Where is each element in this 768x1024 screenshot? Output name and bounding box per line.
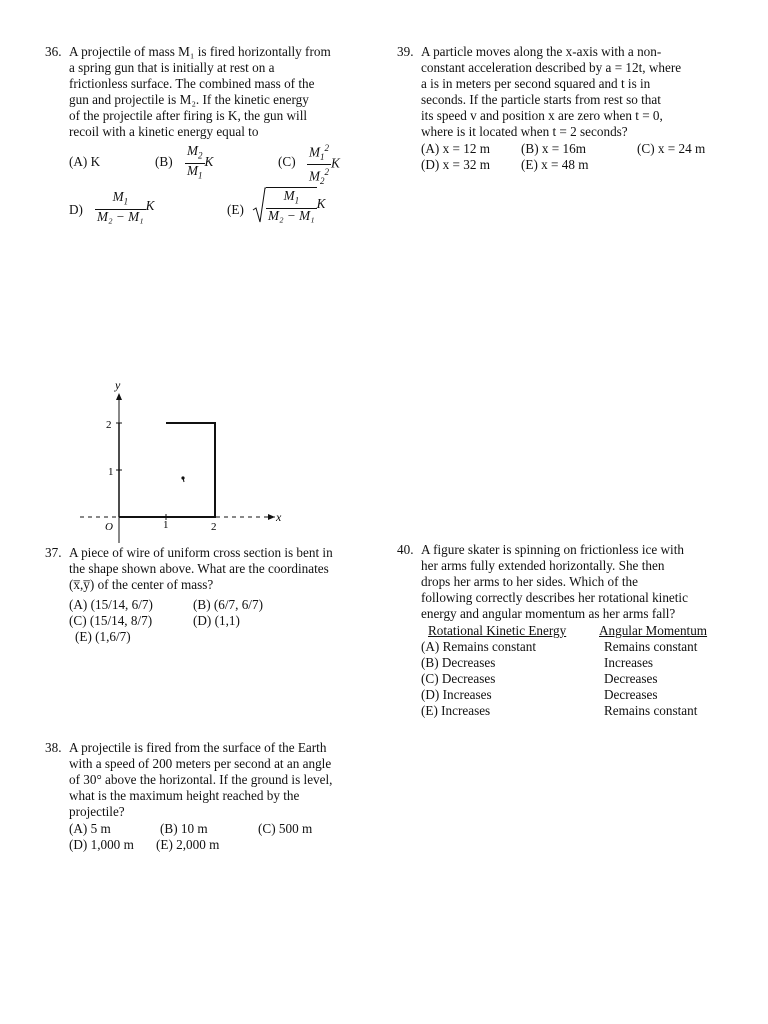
question-number: 39. bbox=[397, 44, 414, 59]
question-37 bbox=[45, 545, 385, 655]
choice-e-sqrt-fraction: $\frac{M_1}{\text{M₂ − M₁}}$ K bbox=[252, 186, 325, 224]
question-text-line: a is in meters per second squared and t is in bbox=[421, 76, 651, 91]
tick-label-y2: 2 bbox=[106, 419, 112, 431]
question-text-line: of the projectile after firing is K, the gun will bbox=[69, 108, 308, 123]
choice-b-label: (B) bbox=[155, 154, 173, 169]
table-row-d-right: Decreases bbox=[604, 687, 658, 702]
tick-label-x2: 2 bbox=[211, 521, 217, 533]
choice-d-label: D) bbox=[69, 202, 83, 217]
question-number: 40. bbox=[397, 542, 414, 557]
y-axis-label: y bbox=[115, 378, 121, 392]
question-number: 37. bbox=[45, 545, 62, 560]
choice-c-fraction: $\frac{M_1^2}{M_2^2}$ K bbox=[309, 143, 340, 187]
wire-shape-figure bbox=[70, 378, 300, 548]
table-row-a-left: (A) Remains constant bbox=[421, 639, 536, 654]
question-text-line: frictionless surface. The combined mass of the bbox=[69, 76, 315, 91]
sqrt-icon bbox=[252, 186, 266, 224]
question-text-line: recoil with a kinetic energy equal to bbox=[69, 124, 259, 139]
x-axis-arrow-icon bbox=[268, 514, 275, 520]
table-row-c-left: (C) Decreases bbox=[421, 671, 496, 686]
question-number: 38. bbox=[45, 740, 62, 755]
question-text-line: with a speed of 200 meters per second at an angle bbox=[69, 756, 332, 771]
column-header-angular-momentum: Angular Momentum bbox=[599, 623, 708, 638]
question-38 bbox=[45, 740, 385, 860]
choice-b: (B) (6/7, 6/7) bbox=[193, 597, 263, 612]
table-row-b-right: Increases bbox=[604, 655, 654, 670]
table-row-c-right: Decreases bbox=[604, 671, 658, 686]
choice-c: (C) (15/14, 8/7) bbox=[69, 613, 153, 628]
question-text-line: constant acceleration described by a = 12t, where bbox=[421, 60, 682, 75]
question-text-line: A piece of wire of uniform cross section is bent in bbox=[69, 545, 333, 560]
choice-c: (C) x = 24 m bbox=[637, 141, 706, 156]
origin-label: O bbox=[105, 521, 113, 533]
question-text-line: its speed v and position x are zero when t = 0, bbox=[421, 108, 663, 123]
question-text-line: where is it located when t = 2 seconds? bbox=[421, 124, 628, 139]
question-text-line: A projectile of mass M₁ is fired horizontally from bbox=[69, 44, 331, 59]
tick-label-x1: 1 bbox=[163, 519, 169, 531]
question-text-line: her arms fully extended horizontally. She then bbox=[421, 558, 665, 573]
question-text-line: what is the maximum height reached by the bbox=[69, 788, 300, 803]
question-text-line: a spring gun that is initially at rest on a bbox=[69, 60, 275, 75]
question-text-line: seconds. If the particle starts from rest so that bbox=[421, 92, 661, 107]
column-header-kinetic-energy: Rotational Kinetic Energy bbox=[428, 623, 567, 638]
question-number: 36. bbox=[45, 44, 62, 59]
tick-label-y1: 1 bbox=[108, 466, 114, 478]
table-row-b-left: (B) Decreases bbox=[421, 655, 496, 670]
choice-a: (A) 5 m bbox=[69, 821, 111, 836]
choice-a: (A) K bbox=[69, 154, 101, 169]
choice-b: (B) x = 16m bbox=[521, 141, 586, 156]
question-text-line: energy and angular momentum as her arms fall? bbox=[421, 606, 676, 621]
choice-e-label: (E) bbox=[227, 202, 244, 217]
table-row-e-left: (E) Increases bbox=[421, 703, 491, 718]
question-text-line: (x̅,y̅) of the center of mass? bbox=[69, 577, 214, 592]
question-39 bbox=[397, 44, 737, 174]
choice-b: (B) 10 m bbox=[160, 821, 208, 836]
table-row-e-right: Remains constant bbox=[604, 703, 698, 718]
question-text-line: the shape shown above. What are the coordinates bbox=[69, 561, 329, 576]
choice-e: (E) (1,6/7) bbox=[75, 629, 131, 644]
choice-d: (D) (1,1) bbox=[193, 613, 240, 628]
question-36 bbox=[45, 44, 375, 244]
choice-d: (D) x = 32 m bbox=[421, 157, 490, 172]
choice-a: (A) (15/14, 6/7) bbox=[69, 597, 153, 612]
choice-e: (E) x = 48 m bbox=[521, 157, 589, 172]
question-text-line: drops her arms to her sides. Which of the bbox=[421, 574, 638, 589]
question-40 bbox=[397, 542, 742, 722]
question-text-line: A figure skater is spinning on frictionless ice with bbox=[421, 542, 684, 557]
choice-c-label: (C) bbox=[278, 154, 296, 169]
table-row-d-left: (D) Increases bbox=[421, 687, 492, 702]
choice-d-fraction: $\frac{M_1}{\text{M₂ − M₁}}$ K bbox=[97, 189, 155, 224]
choice-e: (E) 2,000 m bbox=[156, 837, 220, 852]
x-axis-label: x bbox=[276, 510, 282, 524]
choice-d: (D) 1,000 m bbox=[69, 837, 134, 852]
question-text-line: A projectile is fired from the surface of the Earth bbox=[69, 740, 327, 755]
question-text-line: gun and projectile is M₂. If the kinetic energy bbox=[69, 92, 309, 107]
choice-b-fraction: $\frac{M_2}{M_1}$ K bbox=[187, 143, 214, 181]
y-axis-arrow-icon bbox=[116, 393, 122, 400]
choice-c: (C) 500 m bbox=[258, 821, 313, 836]
question-text-line: A particle moves along the x-axis with a non- bbox=[421, 44, 662, 59]
question-text-line: projectile? bbox=[69, 804, 125, 819]
question-text-line: of 30° above the horizontal. If the ground is level, bbox=[69, 772, 333, 787]
question-text-line: following correctly describes her rotational kinetic bbox=[421, 590, 688, 605]
wire-shape-path bbox=[119, 423, 215, 517]
choice-a: (A) x = 12 m bbox=[421, 141, 490, 156]
table-row-a-right: Remains constant bbox=[604, 639, 698, 654]
